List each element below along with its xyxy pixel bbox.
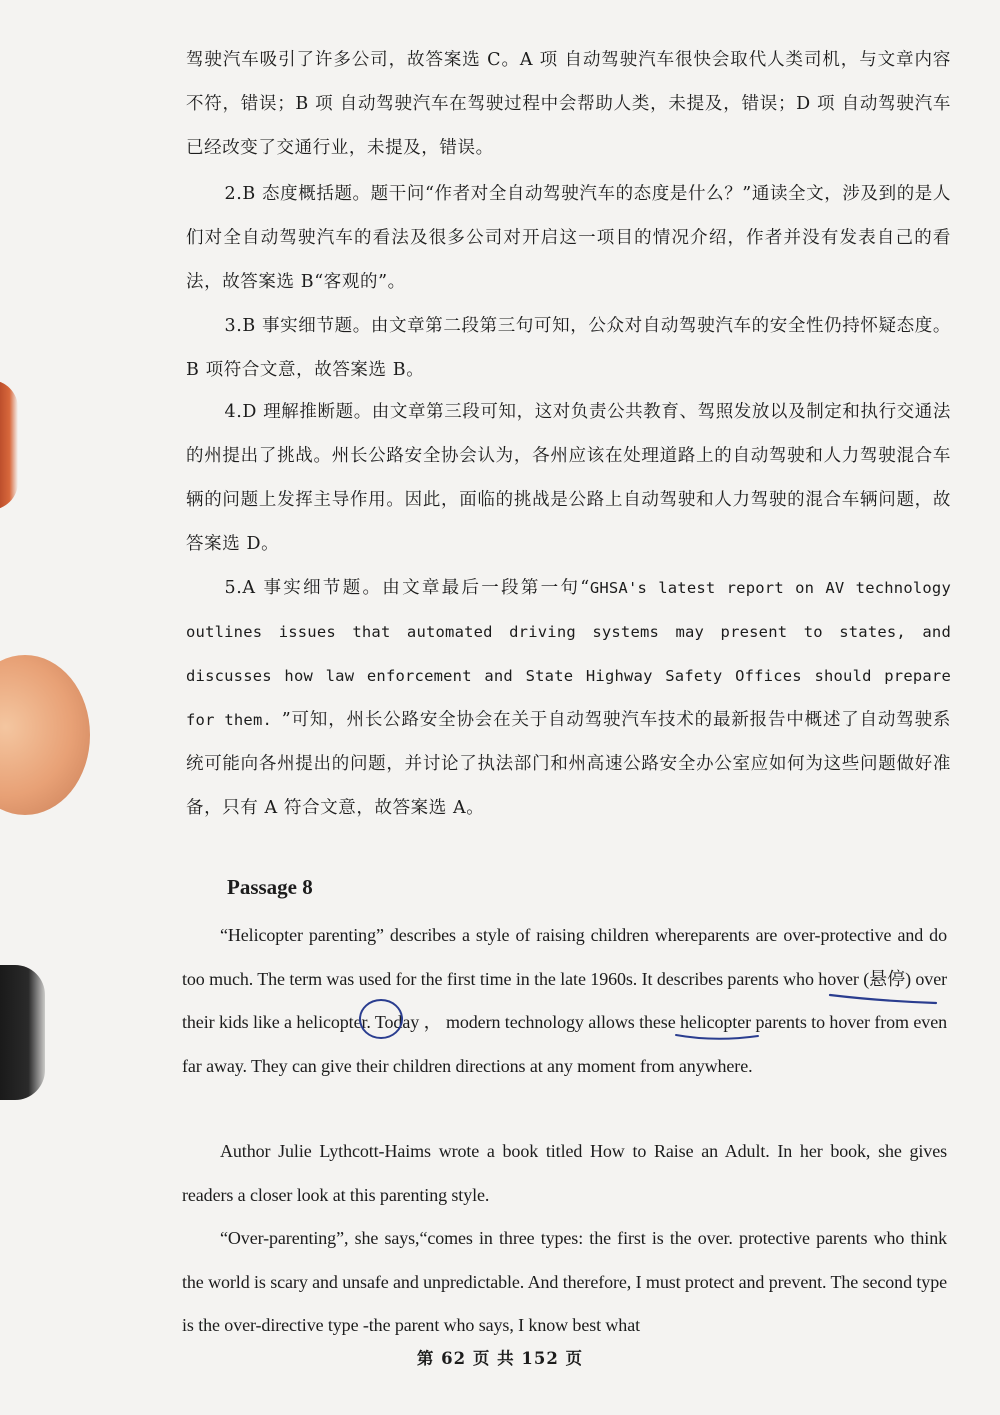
edge-shadow-red — [0, 380, 18, 510]
page-footer: 第 62 页 共 152 页 — [416, 1349, 584, 1368]
answer-q5-rest: ”可知，州长公路安全协会在关于自动驾驶汽车技术的最新报告中概述了自动驾驶系统可能向各州提出的问题，并讨论了执法部门和州高速公路安全办公室应如何为这些问题做好准备，只有 A 符合文意，故答案选 A。 — [186, 710, 951, 818]
answer-continuation: 驾驶汽车吸引了许多公司，故答案选 C。A 项 自动驾驶汽车很快会取代人类司机，与文章内容不符，错误；B 项 自动驾驶汽车在驾驶过程中会帮助人类，未提及，错误；D 项 自动驾驶汽车已经改变了交通行业，未提及，错误。 — [186, 50, 951, 158]
passage-title: Passage 8 — [227, 875, 313, 899]
answer-q5 — [186, 566, 951, 830]
passage-paragraph-2: Author Julie Lythcott-Haims wrote a book titled How to Raise an Adult. In her book, she gives readers a closer look at this parenting style. — [182, 1141, 947, 1205]
answer-q3: 3.B 事实细节题。由文章第二段第三句可知，公众对自动驾驶汽车的安全性仍持怀疑态度。B 项符合文意，故答案选 B。 — [186, 316, 951, 380]
passage-paragraph-3: “Over-parenting”, she says,“comes in three types: the first is the over. protective parents who think the world is scary and unsafe and unpredictable. And therefore, I must protect and prevent. The second type is the over-directive type -the parent who says, I know best what — [182, 1228, 947, 1335]
answer-q2: 2.B 态度概括题。题干问“作者对全自动驾驶汽车的态度是什么？”通读全文，涉及到的是人们对全自动驾驶汽车的看法及很多公司对开启这一项目的情况介绍，作者并没有发表自己的看法，故答案选 B“客观的”。 — [186, 184, 951, 292]
finger-image — [0, 655, 90, 815]
passage-paragraph-1: “Helicopter parenting” describes a style of raising children whereparents are over-protective and do too much. The term was used for the first time in the late 1960s. It describes parents who hover (悬停) over their kids like a helicopter. Today ， modern technology allows these helicopter parents to hover from even far away. They can give their children directions at any moment from anywhere. — [182, 925, 947, 1076]
edge-shadow-dark — [0, 965, 45, 1100]
answer-q5-quote: GHSA's latest report on AV technology outlines issues that automated driving systems may present to states, and discusses how law enforcement and State Highway Safety Offices should prepare for them. — [186, 579, 951, 729]
answer-q4: 4.D 理解推断题。由文章第三段可知，这对负责公共教育、驾照发放以及制定和执行交通法的州提出了挑战。州长公路安全协会认为，各州应该在处理道路上的自动驾驶和人力驾驶混合车辆的问题上发挥主导作用。因此，面临的挑战是公路上自动驾驶和人力驾驶的混合车辆问题，故答案选 D。 — [186, 402, 951, 554]
answer-q5-lead: 5.A 事实细节题。由文章最后一段第一句“ — [224, 578, 590, 598]
